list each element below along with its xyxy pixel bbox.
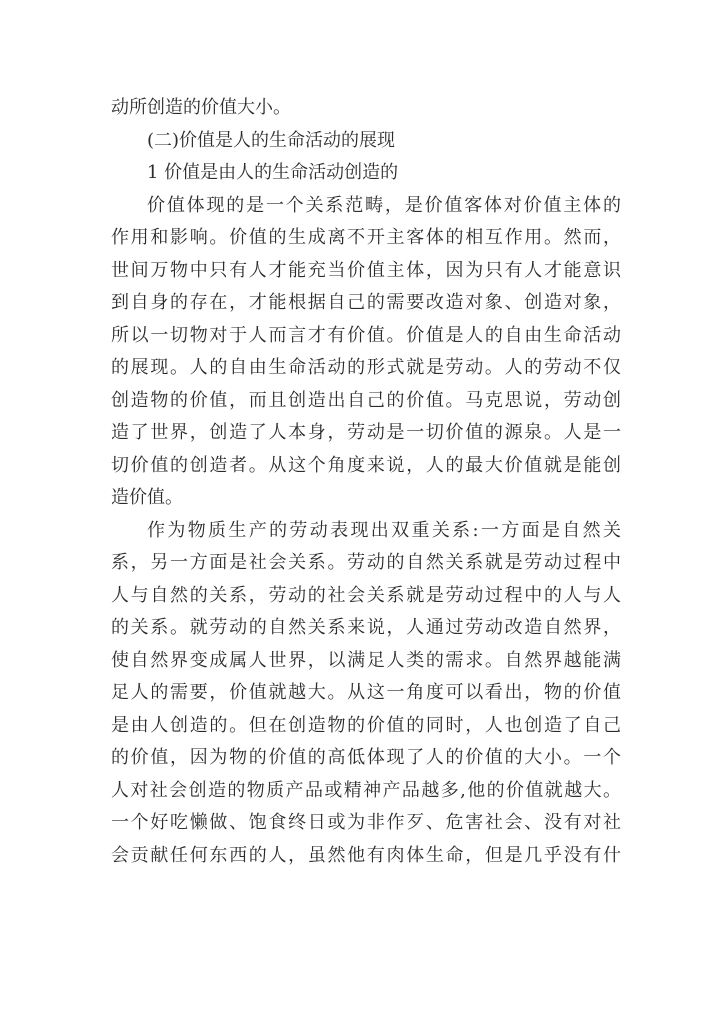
paragraph-line: 价值体现的是一个关系范畴，是价值客体对价值主体的 xyxy=(147,194,621,216)
paragraph-line: 人对社会创造的物质产品或精神产品越多,他的价值就越大。 xyxy=(111,779,621,801)
paragraph-line: 一个好吃懒做、饱食终日或为非作歹、危害社会、没有对社 xyxy=(111,812,621,833)
section-heading: (二)价值是人的生命活动的展现 xyxy=(147,129,396,151)
paragraph-line: 的价值，因为物的价值的高低体现了人的价值的大小。一个 xyxy=(111,747,621,768)
paragraph-line: 到自身的存在，才能根据自己的需要改造对象、创造对象， xyxy=(111,292,621,313)
paragraph-line: 造价值。 xyxy=(111,487,183,508)
paragraph-line: 造了世界，创造了人本身，劳动是一切价值的源泉。人是一 xyxy=(111,422,621,443)
document-body xyxy=(111,92,621,872)
paragraph-line: 作用和影响。价值的生成离不开主客体的相互作用。然而， xyxy=(111,227,621,248)
paragraph-line: 世间万物中只有人才能充当价值主体，因为只有人才能意识 xyxy=(111,259,621,281)
paragraph-line: 会贡献任何东西的人，虽然他有肉体生命，但是几乎没有什 xyxy=(111,844,621,866)
paragraph-line: 作为物质生产的劳动表现出双重关系:一方面是自然关 xyxy=(147,519,621,541)
paragraph-line: 足人的需要，价值就越大。从这一角度可以看出，物的价值 xyxy=(111,682,621,703)
paragraph-line: 的关系。就劳动的自然关系来说，人通过劳动改造自然界， xyxy=(111,617,621,638)
paragraph-line: 所以一切物对于人而言才有价值。价值是人的自由生命活动 xyxy=(111,324,621,346)
paragraph-line: 人与自然的关系，劳动的社会关系就是劳动过程中的人与人 xyxy=(111,584,621,606)
paragraph-line: 动所创造的价值大小。 xyxy=(111,97,291,118)
paragraph-line: 系，另一方面是社会关系。劳动的自然关系就是劳动过程中 xyxy=(111,552,621,573)
paragraph-line: 创造物的价值，而且创造出自己的价值。马克思说，劳动创 xyxy=(111,389,621,411)
subsection-heading: 1 价值是由人的生命活动创造的 xyxy=(147,162,399,183)
paragraph-line: 的展现。人的自由生命活动的形式就是劳动。人的劳动不仅 xyxy=(111,357,621,378)
paragraph-line: 使自然界变成属人世界，以满足人类的需求。自然界越能满 xyxy=(111,649,621,671)
paragraph-line: 是由人创造的。但在创造物的价值的同时，人也创造了自己 xyxy=(111,714,621,736)
paragraph-line: 切价值的创造者。从这个角度来说，人的最大价值就是能创 xyxy=(111,454,621,476)
